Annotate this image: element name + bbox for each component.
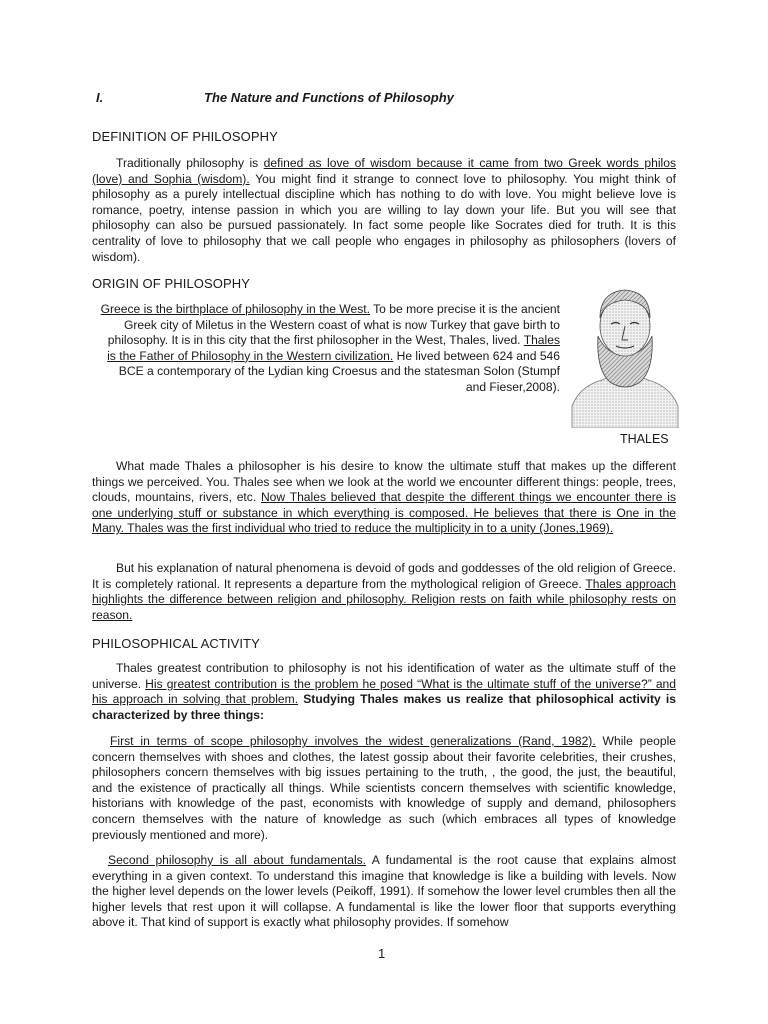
paragraph-rational-explanation: But his explanation of natural phenomena is devoid of gods and goddesses of the old religion of Greece. It is completely rational. It represents a departure from the mythological religion of Greece. Thales approach highlights the difference between religion and philosophy. Religion rests on faith while philosophy rests on reason.	[92, 561, 676, 622]
paragraph-contribution: Thales greatest contribution to philosophy is not his identification of water as the ultimate stuff of the universe. His greatest contribution is the problem he posed “What is the ultimate stuff of the universe?” and his approach in solving that problem. Studying Thales makes us realize that philosophical activity is characterized by three things:	[92, 661, 676, 722]
thales-bust-image	[570, 278, 680, 428]
chapter-number: I.	[96, 90, 104, 105]
chapter-title: The Nature and Functions of Philosophy	[204, 90, 454, 105]
heading-origin: ORIGIN OF PHILOSOPHY	[92, 276, 251, 291]
paragraph-fundamentals: Second philosophy is all about fundamentals. A fundamental is the root cause that explains almost everything in a given context. To understand this imagine that knowledge is like a building with levels. Now the higher level depends on the lower levels (Peikoff, 1991). If somehow the lower level crumbles then all the higher levels that rest upon it will collapse. A fundamental is like the lower floor that supports everything above it. That kind of support is exactly what philosophy provides. If somehow	[92, 853, 676, 930]
paragraph-origin: Greece is the birthplace of philosophy in the West. To be more precise it is the ancient Greek city of Miletus in the Western coast of what is now Turkey that gave birth to philosophy. It is in this city that the first philosopher in the West, Thales, lived. Thales is the Father of Philosophy in the Western civilization. He lived between 624 and 546 BCE a contemporary of the Lydian king Croesus and the statesman Solon (Stumpf and Fieser,2008).	[100, 302, 560, 394]
page-number: 1	[378, 946, 386, 961]
heading-definition: DEFINITION OF PHILOSOPHY	[92, 129, 278, 144]
paragraph-definition: Traditionally philosophy is defined as love of wisdom because it came from two Greek words philos (love) and Sophia (wisdom). You might find it strange to connect love to philosophy. You might think of philosophy as a purely intellectual discipline which has nothing to do with love. You might believe love is romance, poetry, intense passion in which you are willing to lay down your life. But you will see that philosophy can also be pursued passionately. In fact some people like Socrates died for truth. It is this centrality of love to philosophy that we call people who engages in philosophy as philosophers (lovers of wisdom).	[92, 156, 676, 264]
paragraph-scope: First in terms of scope philosophy involves the widest generalizations (Rand, 1982). While people concern themselves with shoes and clothes, the latest gossip about their favorite celebrities, their crushes, philosophers concern themselves with big issues pertaining to the truth, , the good, the just, the beautiful, and the existence of practically all things. While scientists concern themselves with scientific knowledge, historians with knowledge of the past, economists with knowledge of supply and demand, philosophers concern themselves with the nature of knowledge as such (which embraces all types of knowledge previously mentioned and more).	[92, 734, 676, 842]
paragraph-thales-philosopher: What made Thales a philosopher is his desire to know the ultimate stuff that makes up the different things we perceived. You. Thales see when we look at the world we encounter different things: people, trees, clouds, mountains, rivers, etc. Now Thales believed that despite the different things we encounter there is one underlying stuff or substance in which everything is composed. He believes that there is One in the Many. Thales was the first individual who tried to reduce the multiplicity in to a unity (Jones,1969).	[92, 459, 676, 536]
image-caption: THALES	[620, 432, 669, 446]
heading-philosophical-activity: PHILOSOPHICAL ACTIVITY	[92, 636, 260, 651]
